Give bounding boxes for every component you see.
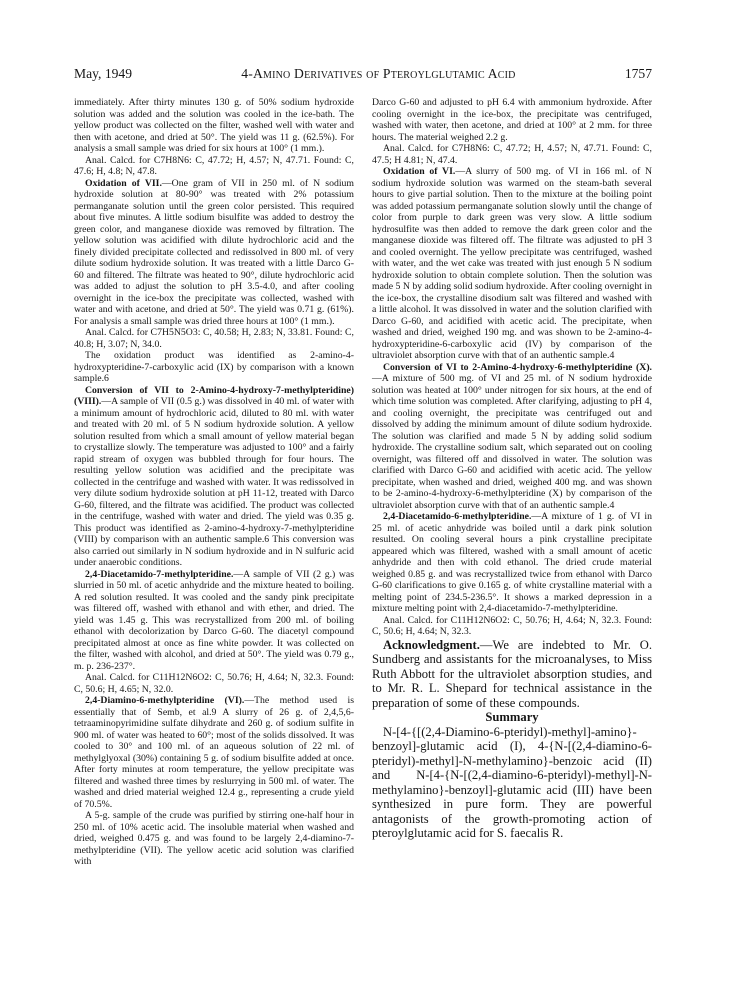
header-title: 4-Amino Derivatives of Pteroylglutamic Acid xyxy=(241,66,516,81)
section-paragraph: Oxidation of VI.—A slurry of 500 mg. of VI in 166 ml. of N sodium hydroxide solution was warmed on the steam-bath several hours to give partial solution. Then to the mixture at the boiling point was added potassium permanganate solution slowly until the change of color from purple to dark green was very slow. A little sodium hydrosulfite was then added to remove the dark green color and the manganese dioxide was filtered off. The filtrate was adjusted to pH 3 and cooled overnight. The yellow precipitate was centrifuged, washed with water, and the wet cake was treated with just enough 5 N sodium hydroxide solution to obtain complete solution. Then the solution was made 5 N by adding solid sodium hydroxide. After cooling overnight in the ice-box, the crystalline disodium salt was filtered and washed with a little alcohol. It was dissolved in water and the solution clarified with Darco G-60, and acidified with acetic acid. The precipitate, when washed and dried, weighed 190 mg. and was shown to be 2-amino-4-hydroxypteridine-6-carboxylic acid (IV) by comparison of the ultraviolet absorption curve with that of an authentic sample.4 xyxy=(372,166,653,361)
page-number: 1757 xyxy=(624,66,652,81)
analysis-paragraph: Anal. Calcd. for C7H8N6: C, 47.72; H, 4.57; N, 47.71. Found: C, 47.6; H, 4.8; N, 47.8. xyxy=(74,154,354,177)
analysis-paragraph: Anal. Calcd. for C11H12N6O2: C, 50.76; H, 4.64; N, 32.3. Found: C, 50.6; H, 4.64; N, 32.3. xyxy=(372,614,652,637)
header-date: May, 1949 xyxy=(74,66,133,81)
section-heading: Oxidation of VII. xyxy=(85,177,162,189)
paragraph: A 5-g. sample of the crude was purified by stirring one-half hour in 250 ml. of 10% acetic acid. The insoluble material when washed and dried, weighed 0.475 g. and was found to be largely 2,4-diamino-7-methylpteridine (VII). The yellow acetic acid solution was clarified with xyxy=(74,810,354,867)
left-column xyxy=(74,97,354,868)
section-paragraph: 2,4-Diamino-6-methylpteridine (VI).—The method used is essentially that of Semb, et al.9 A slurry of 26 g. of 2,4,5,6-tetraaminopyrimidine sulfate dihydrate and 260 g. of sodium sulfite in 900 ml. of water was heated to 60°; most of the solids dissolved. It was cooled to 30° and 100 ml. of an aqueous solution of 22 ml. of methylglyoxal (30%) containing 5 g. of sodium bisulfite added at once. After forty minutes at room temperature, the yellow precipitate was filtered and washed three times by reslurrying in 500 ml. of water. The washed and dried material weighed 12.4 g., representing a crude yield of 70.5%. xyxy=(74,695,354,810)
acknowledgment-heading: Acknowledgment. xyxy=(383,637,480,652)
acknowledgment: Acknowledgment.—We are indebted to Mr. O. Sundberg and assistants for the microanalyses, to Miss Ruth Abbott for the ultraviolet absorption studies, and to Mr. R. L. Shepard for technical assistance in the preparation of some of these compounds. xyxy=(372,637,652,710)
section-heading: Conversion of VII to 2-Amino-4-hydroxy-7-methylpteridine) (VIII). xyxy=(74,384,354,407)
right-column xyxy=(372,97,652,841)
section-heading: 2,4-Diamino-6-methylpteridine (VI). xyxy=(85,695,245,706)
paragraph: Darco G-60 and adjusted to pH 6.4 with ammonium hydroxide. After cooling overnight in the ice-box, the precipitate was centrifuged, washed with water, then acetone, and dried at 100° at 2 mm. for three hours. The material weighed 2.2 g. xyxy=(372,97,652,143)
section-paragraph: 2,4-Diacetamido-7-methylpteridine.—A sample of VII (2 g.) was slurried in 50 ml. of acetic anhydride and the mixture heated to boiling. A red solution resulted. It was cooled and the sandy pink precipitate was filtered off, washed with ethanol and with ether, and dried. The yield was 1.45 g. This was recrystallized from 200 ml. of boiling ethanol with decolorization by Darco G-60. The diacetyl compound precipitated almost at once as fine white powder. It was collected on the filter, washed with alcohol, and dried at 50°. The yield was 0.79 g., m. p. 236-237°. xyxy=(74,568,354,672)
section-paragraph: Oxidation of VII.—One gram of VII in 250 ml. of N sodium hydroxide solution at 80-90° was treated with 2% potassium permanganate solution until the green color persisted. This required about five minutes. A little sodium bisulfite was added to destroy the green color, and manganese dioxide was removed by filtration. The yellow solution was acidified with dilute hydrochloric acid and the finely divided precipitate collected and redissolved in 800 ml. of very dilute sodium hydroxide solution. It was treated with a little Darco G-60 and filtered. The filtrate was heated to 90°, dilute hydrochloric acid was added to adjust the solution to pH 3.5-4.0, and after cooling overnight in the ice-box the precipitate was collected, washed with water and with acetone, and dried at 50°. The yield was 0.71 g. (61%). For analysis a small sample was dried three hours at 100° (1 mm.). xyxy=(74,177,354,327)
paragraph: immediately. After thirty minutes 130 g. of 50% sodium hydroxide solution was added and the solution was cooled in the ice-bath. The yellow product was collected on the filter, washed well with water and then with acetone, and dried at 50°. The yield was 11 g. (62.5%). For analysis a small sample was dried for six hours at 100° (1 mm.). xyxy=(74,97,354,154)
paragraph: The oxidation product was identified as 2-amino-4-hydroxypteridine-7-carboxylic acid (IX) by comparison with a known sample.6 xyxy=(74,350,354,384)
summary-title: Summary xyxy=(485,710,539,724)
section-heading: 2,4-Diacetamido-7-methylpteridine. xyxy=(85,568,234,580)
section-paragraph: Conversion of VII to 2-Amino-4-hydroxy-7-methylpteridine) (VIII).—A sample of VII (0.5 g.) was dissolved in 40 ml. of water with a minimum amount of hydrochloric acid, diluted to 80 ml. with water and treated with 20 ml. of 5 N sodium hydroxide solution. A yellow solution resulted from which a small amount of yellow material began to crystallize slowly. The temperature was adjusted to 100° and a fairly rapid stream of oxygen was bubbled through for four hours. The resulting yellow solution was acidified and the precipitate was collected in the centrifuge and washed with water. It was redissolved in very dilute sodium hydroxide solution at pH 11-12, treated with Darco G-60, filtered, and the filtrate was acidified. The product was collected in the centrifuge, washed with water and dried. The yield was 0.35 g. This product was identified as 2-amino-4-hydroxy-7-methylpteridine (VIII) by comparison with an authentic sample.6 This conversion was also carried out similarly in N sodium hydroxide and in N sulfuric acid under anaerobic conditions. xyxy=(74,384,354,568)
section-heading: Oxidation of VI. xyxy=(383,166,456,177)
section-heading: 2,4-Diacetamido-6-methylpteridine. xyxy=(383,511,532,522)
summary-text: N-[4-{[(2,4-Diamino-6-pteridyl)-methyl]-amino}-benzoyl]-glutamic acid (I), 4-{N-[(2,4-diamino-6-pteridyl)-methyl]-N-methylamino}-benzoic acid (II) and N-[4-{N-[(2,4-diamino-6-pteridyl)-methyl]-N-methylamino}-benzoyl]-glutamic acid (III) have been synthesized in pure form. They are powerful antagonists of the growth-promoting action of pteroylglutamic acid for S. faecalis R. xyxy=(372,724,652,840)
section-heading: Conversion of VI to 2-Amino-4-hydroxy-6-methylpteridine (X). xyxy=(383,361,652,373)
analysis-paragraph: Anal. Calcd. for C11H12N6O2: C, 50.76; H, 4.64; N, 32.3. Found: C, 50.6; H, 4.65; N, 32.0. xyxy=(74,672,354,695)
analysis-paragraph: Anal. Calcd. for C7H8N6: C, 47.72; H, 4.57; N, 47.71. Found: C, 47.5; H 4.81; N, 47.4. xyxy=(372,143,652,166)
section-paragraph: 2,4-Diacetamido-6-methylpteridine.—A mixture of 1 g. of VI in 25 ml. of acetic anhydride was boiled until a dark pink solution resulted. On cooling several hours a pink crystalline precipitate appeared which was filtered, washed with a small amount of acetic anhydride and then with cold ethanol. The dried crude material weighed 0.85 g. and was recrystallized twice from ethanol with Darco G-60 clarifications to give 0.165 g. of white crystalline material with a melting point of 234.5-236.5°. It shows a marked depression in a mixture melting point with 2,4-diacetamido-7-methylpteridine. xyxy=(372,511,652,614)
page-header xyxy=(74,66,652,82)
analysis-paragraph: Anal. Calcd. for C7H5N5O3: C, 40.58; H, 2.83; N, 33.81. Found: C, 40.8; H, 3.07; N, 34.0. xyxy=(74,327,354,350)
section-paragraph: Conversion of VI to 2-Amino-4-hydroxy-6-methylpteridine (X).—A mixture of 500 mg. of VI and 25 ml. of N sodium hydroxide solution was heated at 100° under nitrogen for six hours, at the end of which time solution was completed. After clarifying, adjusting to pH 4, and cooling overnight, the precipitate was centrifuged out and dissolved by adding the minimum amount of dilute sodium hydroxide. The solution was clarified and made 5 N by adding solid sodium hydroxide. The crystalline sodium salt, which separated out on cooling overnight, was filtered off and dissolved in water. The solution was clarified with Darco G-60 and acidified with acetic acid. The yellow precipitate, when washed and dried, weighed 400 mg. and was shown to be 2-amino-4-hydroxy-6-methylpteridine (X) by comparison of the ultraviolet absorption curve with that of an authentic sample.4 xyxy=(372,361,652,511)
